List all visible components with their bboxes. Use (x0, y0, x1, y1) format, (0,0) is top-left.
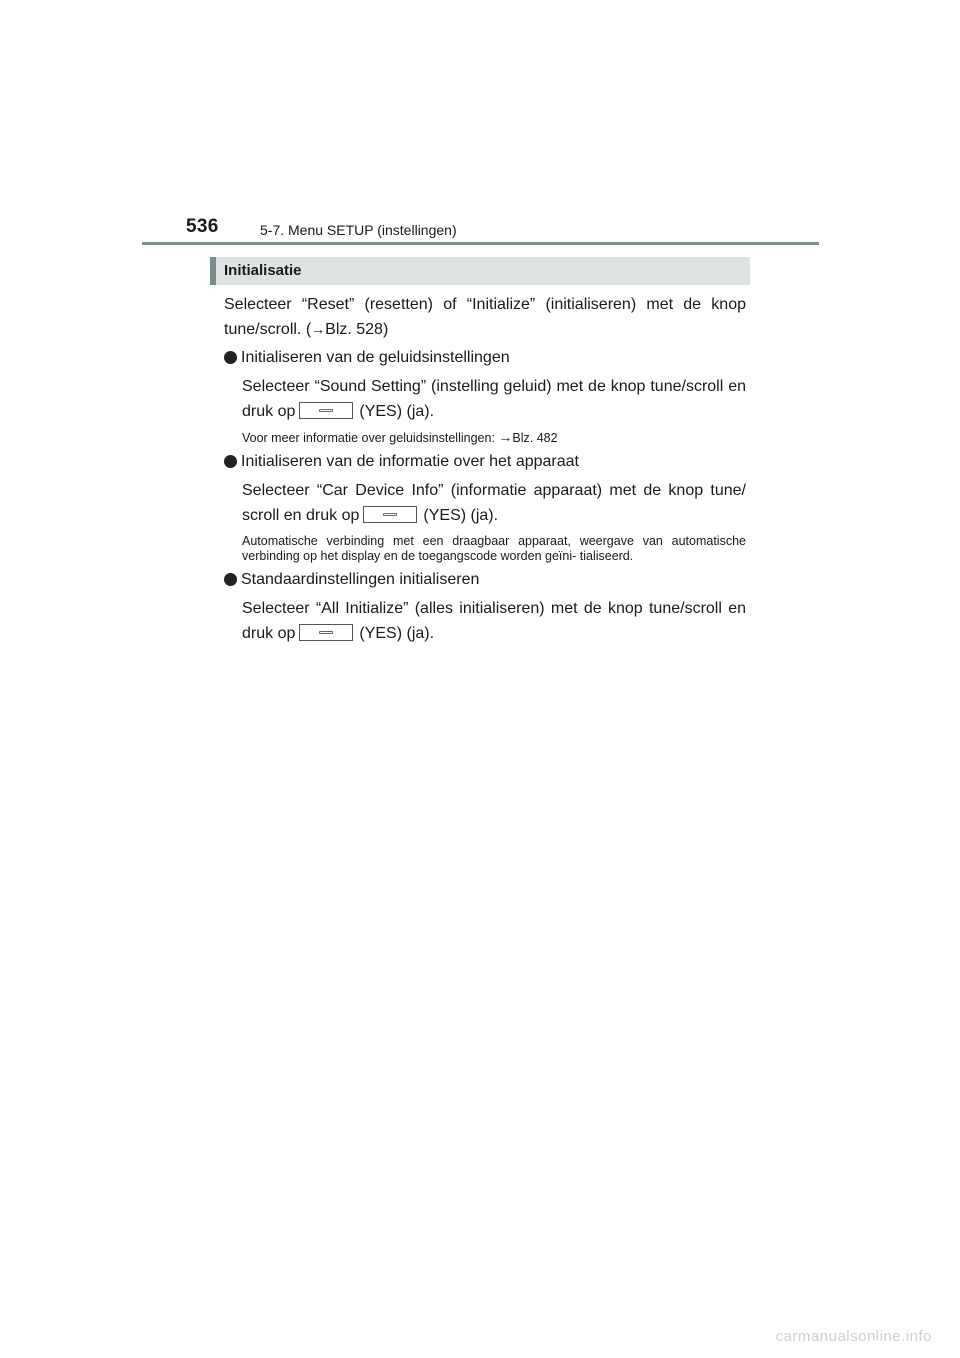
list-item (224, 450, 746, 564)
bullet-body (224, 374, 746, 424)
bullet-title: Initialiseren van de geluidsinstellingen (241, 349, 510, 366)
bullet-body (224, 596, 746, 646)
enter-key-icon (299, 402, 353, 419)
bullet-body-suffix: (YES) (ja). (423, 507, 499, 524)
header-divider (142, 242, 819, 245)
bullet-heading (224, 450, 746, 474)
bullet-title: Initialiseren van de informatie over het apparaat (241, 453, 579, 470)
bullet-dot-icon (224, 351, 237, 364)
key-mark (319, 409, 333, 412)
arrow-right-icon: → (311, 321, 326, 337)
bullet-note (224, 430, 746, 446)
bullet-body-suffix: (YES) (ja). (359, 403, 435, 420)
page-header (0, 0, 960, 250)
bullet-body-text: Selecteer “Sound Setting” (instelling geluid) met de knop tune/scroll en druk op (242, 378, 746, 420)
key-mark (383, 513, 397, 516)
note-ref: Blz. 482 (512, 431, 558, 445)
bullet-body-text: Selecteer “Car Device Info” (informatie apparaat) met de knop tune/ scroll en druk op (242, 482, 746, 524)
section-heading-accent (210, 257, 216, 285)
list-item (224, 568, 746, 646)
page-number: 536 (186, 216, 219, 237)
note-text: Voor meer informatie over geluidsinstellingen: (242, 431, 495, 445)
key-mark (319, 631, 333, 634)
bullet-heading (224, 568, 746, 592)
intro-paragraph (224, 293, 746, 342)
enter-key-icon (363, 506, 417, 523)
section-title: 5-7. Menu SETUP (instellingen) (260, 222, 457, 238)
section-heading-bar (210, 257, 750, 285)
intro-text: Selecteer “Reset” (resetten) of “Initialize” (initialiseren) met de knop tune/scroll. ( (224, 296, 746, 338)
bullet-dot-icon (224, 455, 237, 468)
page-content (224, 293, 746, 646)
section-heading: Initialisatie (224, 262, 302, 279)
bullet-body (224, 478, 746, 528)
bullet-note: Automatische verbinding met een draagbaar apparaat, weergave van automatische verbinding op het display en de toegangscode worden geïni- tialiseerd. (242, 534, 746, 563)
enter-key-icon (299, 624, 353, 641)
bullet-heading (224, 346, 746, 370)
intro-ref: Blz. 528) (325, 321, 389, 338)
bullet-title: Standaardinstellingen initialiseren (241, 571, 480, 588)
bullet-body-suffix: (YES) (ja). (359, 625, 435, 642)
watermark: carmanualsonline.info (775, 1328, 932, 1345)
bullet-body-text: Selecteer “All Initialize” (alles initialiseren) met de knop tune/scroll en druk op (242, 600, 746, 642)
arrow-right-icon: → (498, 429, 513, 445)
bullet-dot-icon (224, 573, 237, 586)
list-item (224, 346, 746, 446)
